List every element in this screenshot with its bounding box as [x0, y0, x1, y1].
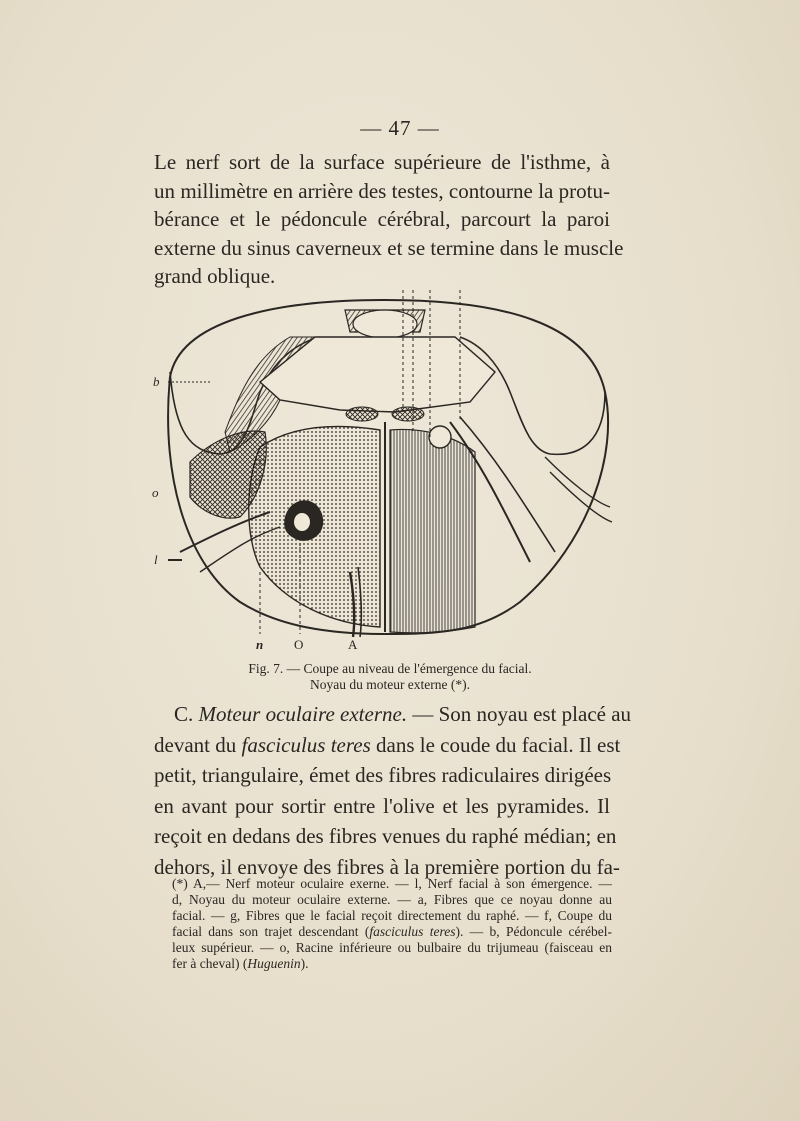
footnote-line: d, Noyau du moteur oculaire externe. — a, Fibres que ce noyau donne au	[172, 892, 612, 907]
caption-line: Fig. 7. — Coupe au niveau de l'émergence du facial.	[248, 661, 532, 676]
footnote-line: leux supérieur. — o, Racine inférieure ou bulbaire du trijumeau (faisceau en	[172, 940, 612, 955]
section-letter: C.	[174, 702, 194, 726]
figure-label-O: O	[294, 637, 304, 652]
figure-caption	[200, 661, 580, 693]
figure-label-A: A	[348, 637, 358, 652]
text-line: reçoit en dedans des fibres venues du raphé médian; en	[154, 824, 617, 848]
page-number: — 47 —	[360, 116, 440, 140]
text-line: externe du sinus caverneux et se termine dans le muscle	[154, 235, 624, 260]
footnote-line	[172, 956, 612, 972]
section-title: Moteur oculaire externe.	[198, 702, 408, 726]
anatomical-figure	[150, 282, 620, 652]
text-line: petit, triangulaire, émet des fibres radiculaires dirigées	[154, 763, 612, 787]
text-line: Le nerf sort de la surface supérieure de l'isthme, à	[154, 150, 610, 174]
section-heading-line	[154, 699, 632, 730]
italic-term: fasciculus teres	[369, 924, 456, 939]
text-fragment: ).	[300, 956, 309, 971]
figure-label-n: n	[256, 637, 264, 652]
footnote	[172, 876, 612, 972]
caption-line: Noyau du moteur externe (*).	[309, 677, 471, 692]
text-line: grand oblique.	[154, 264, 276, 288]
text-line: un millimètre en arrière des testes, contourne la protu-	[154, 178, 610, 203]
paragraph-top	[154, 148, 624, 291]
figure-label-o: o	[152, 485, 159, 500]
text-fragment: fer à cheval) (	[172, 956, 248, 971]
text-line: en avant pour sortir entre l'olive et les pyramides. Il	[154, 793, 610, 818]
text-line: dehors, il envoye des fibres à la première portion du fa-	[154, 854, 620, 879]
text-fragment: devant du	[154, 732, 242, 757]
text-line: bérance et le pédoncule cérébral, parcourt la paroi	[154, 207, 610, 231]
italic-term: fasciculus teres	[241, 732, 371, 757]
italic-term: Huguenin	[247, 956, 301, 971]
brainstem-section-illustration	[150, 282, 620, 652]
text-fragment: ). — b, Pédoncule cérébel-	[455, 924, 612, 939]
text-line	[154, 730, 621, 761]
text-fragment: dans le coude du facial. Il est	[370, 732, 621, 757]
footnote-line: (*) A,— Nerf moteur oculaire exerne. — l, Nerf facial à son émergence. —	[172, 876, 612, 891]
figure-label-l: l	[154, 552, 158, 567]
text-fragment: facial dans son trajet descendant (	[172, 924, 370, 939]
text-fragment: — Son noyau est placé au	[407, 702, 632, 726]
section-paragraph	[154, 699, 632, 882]
figure-label-b: b	[153, 374, 160, 389]
footnote-line: facial. — g, Fibres que le facial reçoit directement du raphé. — f, Coupe du	[172, 908, 612, 923]
footnote-line	[172, 924, 612, 940]
